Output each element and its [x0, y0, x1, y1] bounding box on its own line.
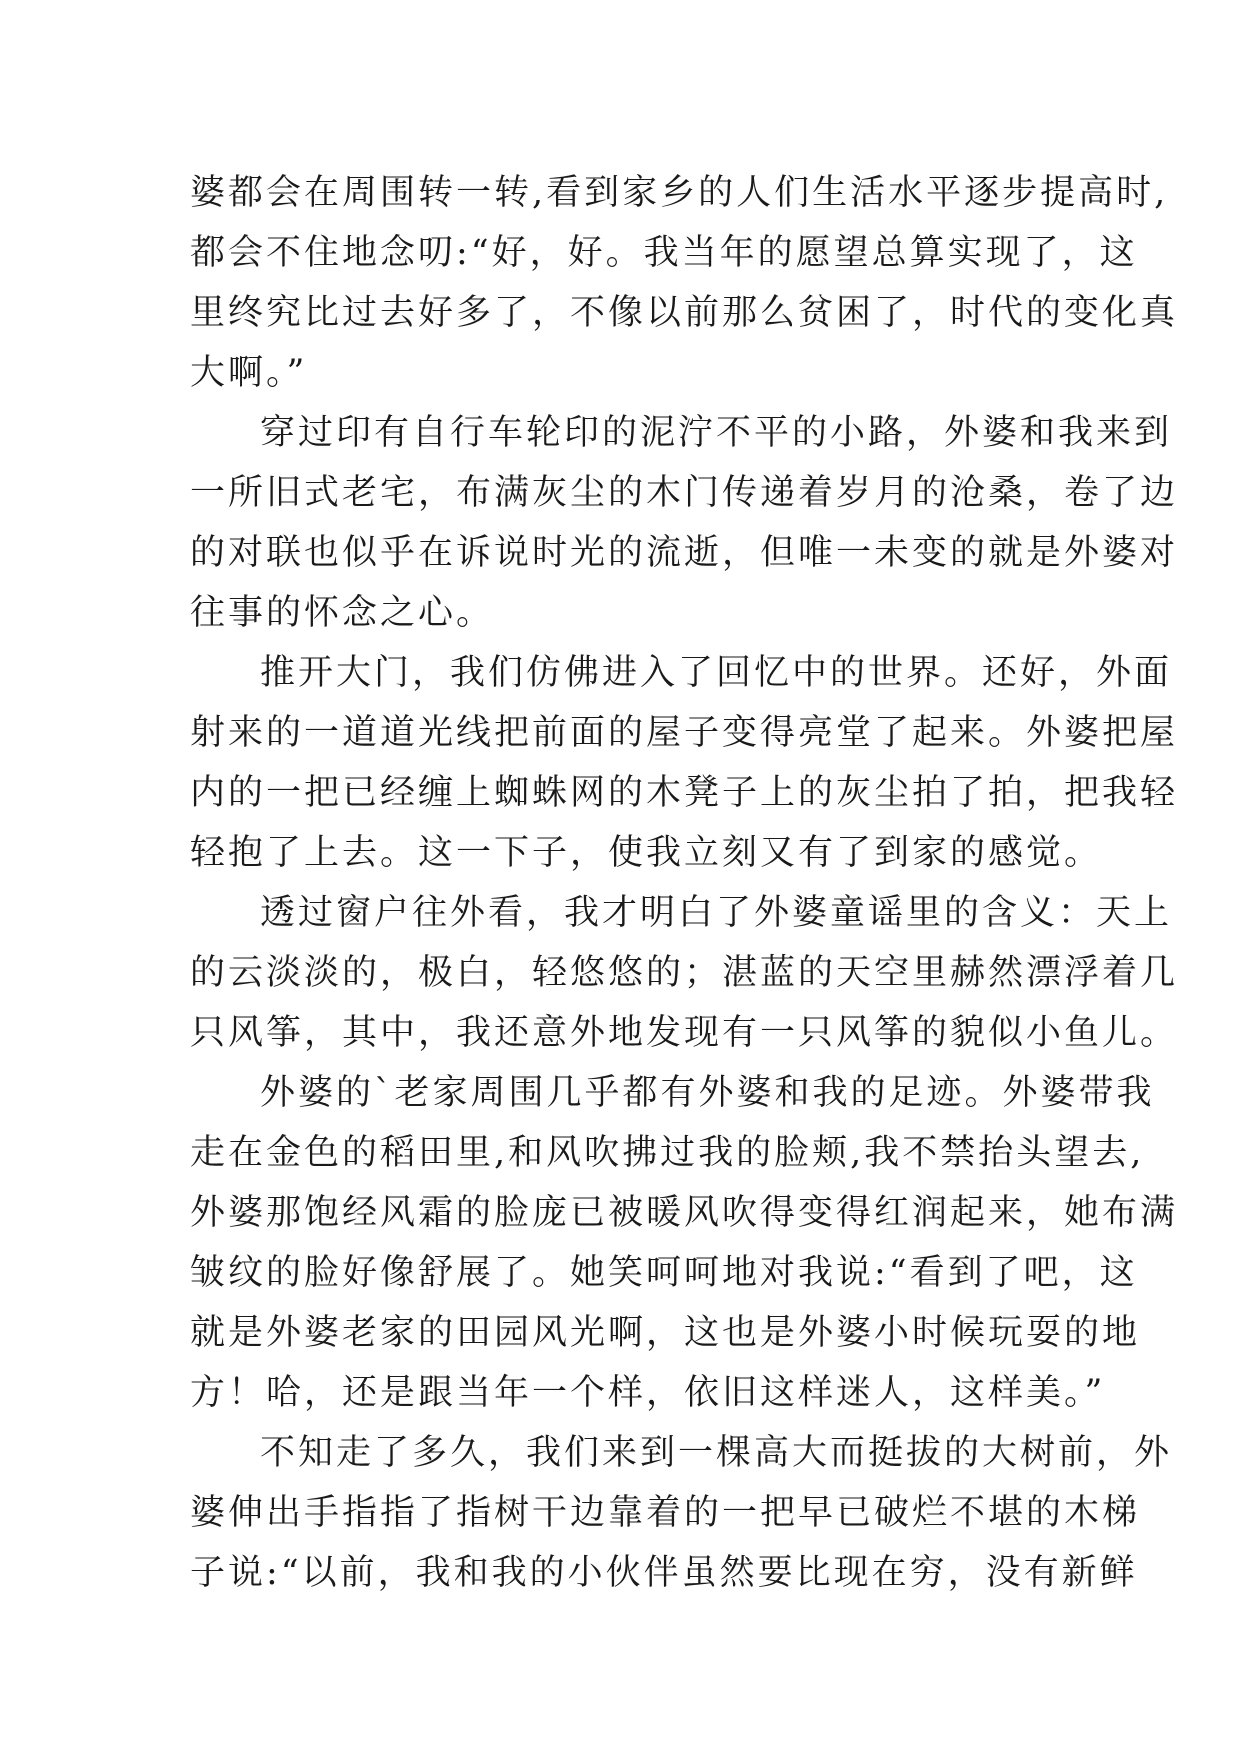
text-line: 不知走了多久，我们来到一棵高大而挺拔的大树前，外 — [260, 1433, 1173, 1473]
text-line: 的云淡淡的，极白，轻悠悠的；湛蓝的天空里赫然漂浮着几 — [190, 953, 1179, 993]
text-line: 只风筝，其中，我还意外地发现有一只风筝的貌似小鱼儿。 — [190, 1013, 1179, 1053]
paragraph — [190, 1423, 1173, 1603]
text-line: 轻抱了上去。这一下子，使我立刻又有了到家的感觉。 — [190, 833, 1103, 873]
text-line: 走在金色的稻田里,和风吹拂过我的脸颊,我不禁抬头望去, — [190, 1133, 1145, 1173]
text-line: 一所旧式老宅，布满灰尘的木门传递着岁月的沧桑，卷了边 — [190, 473, 1179, 513]
text-line: 内的一把已经缠上蜘蛛网的木凳子上的灰尘拍了拍，把我轻 — [190, 773, 1179, 813]
paragraph — [190, 163, 1179, 403]
text-line: 婆都会在周围转一转,看到家乡的人们生活水平逐步提高时, — [190, 173, 1169, 213]
text-line: 外婆的`老家周围几乎都有外婆和我的足迹。外婆带我 — [260, 1073, 1155, 1113]
paragraph — [190, 403, 1179, 643]
text-line: 都会不住地念叨:“好，好。我当年的愿望总算实现了，这 — [190, 233, 1138, 273]
text-line: 往事的怀念之心。 — [190, 593, 495, 633]
text-line: 皱纹的脸好像舒展了。她笑呵呵地对我说:“看到了吧，这 — [190, 1253, 1138, 1293]
text-line: 里终究比过去好多了，不像以前那么贫困了，时代的变化真 — [190, 293, 1179, 333]
paragraph — [190, 1063, 1179, 1423]
text-line: 射来的一道道光线把前面的屋子变得亮堂了起来。外婆把屋 — [190, 713, 1179, 753]
paragraph — [190, 883, 1179, 1063]
text-line: 透过窗户往外看，我才明白了外婆童谣里的含义：天上 — [260, 893, 1173, 933]
document-body — [190, 163, 1179, 1603]
text-line: 大啊。” — [190, 353, 308, 393]
text-line: 方！哈，还是跟当年一个样，依旧这样迷人，这样美。” — [190, 1373, 1106, 1413]
text-line: 子说:“以前，我和我的小伙伴虽然要比现在穷，没有新鲜 — [190, 1553, 1138, 1593]
paragraph — [190, 643, 1179, 883]
text-line: 婆伸出手指指了指树干边靠着的一把早已破烂不堪的木梯 — [190, 1493, 1141, 1533]
text-line: 外婆那饱经风霜的脸庞已被暖风吹得变得红润起来，她布满 — [190, 1193, 1179, 1233]
text-line: 推开大门，我们仿佛进入了回忆中的世界。还好，外面 — [260, 653, 1173, 693]
text-line: 的对联也似乎在诉说时光的流逝，但唯一未变的就是外婆对 — [190, 533, 1179, 573]
text-line: 就是外婆老家的田园风光啊，这也是外婆小时候玩耍的地 — [190, 1313, 1141, 1353]
text-line: 穿过印有自行车轮印的泥泞不平的小路，外婆和我来到 — [260, 413, 1173, 453]
